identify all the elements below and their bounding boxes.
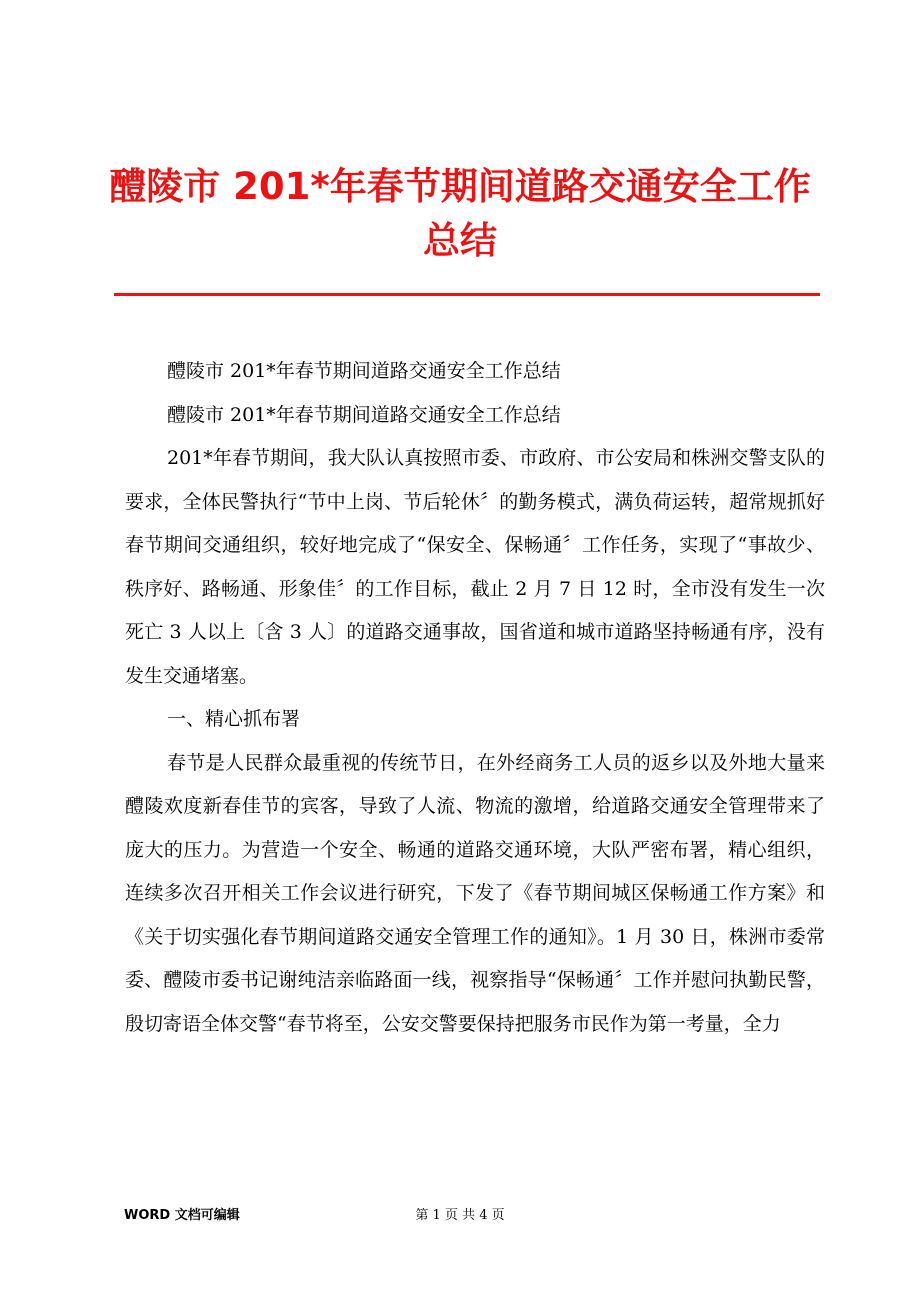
document-body bbox=[125, 350, 825, 1046]
paragraph-repeat-title-1: 醴陵市 201*年春节期间道路交通安全工作总结 bbox=[167, 360, 561, 382]
paragraph-summary: 201*年春节期间，我大队认真按照市委、市政府、市公安局和株洲交警支队的要求，全体民警执行“节中上岗、节后轮休〞的勤务模式，满负荷运转，超常规抓好春节期间交通组织，较好地完成了“保安全、保畅通〞工作任务，实现了“事故少、秩序好、路畅通、形象佳〞的工作目标，截止 2 月 7 日 12 时，全市没有发生一次死亡 3 人以上〔含 3 人〕的道路交通事故，国省道和城市道路坚持畅通有序，没有发生交通堵塞。 bbox=[125, 447, 825, 687]
section-heading-1: 一、精心抓布署 bbox=[167, 708, 301, 730]
document-title-line-2: 总结 bbox=[423, 219, 497, 262]
footer-page-number: 第 1 页 共 4 页 bbox=[415, 1208, 505, 1223]
paragraph-section-1: 春节是人民群众最重视的传统节日，在外经商务工人员的返乡以及外地大量来醴陵欢度新春佳节的宾客，导致了人流、物流的激增，给道路交通安全管理带来了庞大的压力。为营造一个安全、畅通的道路交通环境，大队严密布署，精心组织，连续多次召开相关工作会议进行研究，下发了《春节期间城区保畅通工作方案》和《关于切实强化春节期间道路交通安全管理工作的通知》。1 月 30 日，株洲市委常委、醴陵市委书记谢纯洁亲临路面一线，视察指导“保畅通〞工作并慰问执勤民警，殷切寄语全体交警“春节将至，公安交警要保持把服务市民作为第一考量，全力 bbox=[125, 751, 825, 1035]
paragraph-repeat-title-2: 醴陵市 201*年春节期间道路交通安全工作总结 bbox=[167, 403, 561, 426]
document-title-line-1: 醴陵市 201*年春节期间道路交通安全工作 bbox=[109, 165, 811, 208]
document-title bbox=[100, 160, 820, 268]
title-divider bbox=[114, 293, 820, 296]
footer-editable-label: WORD 文档可编辑 bbox=[124, 1208, 240, 1223]
